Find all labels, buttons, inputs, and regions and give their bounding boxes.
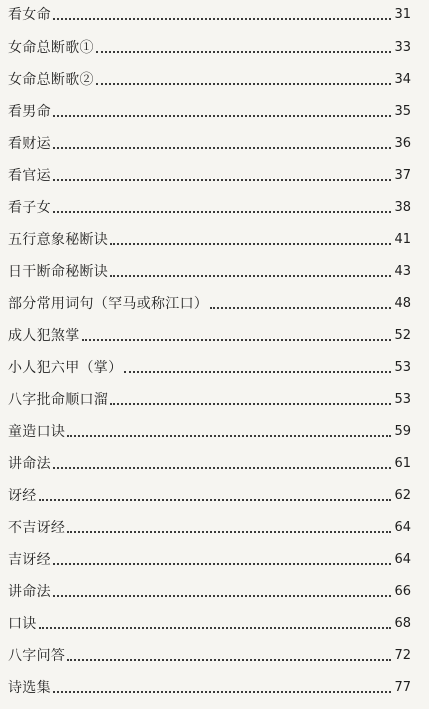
toc-entry[interactable] xyxy=(8,67,411,89)
dot-leader xyxy=(67,435,391,437)
toc-entry[interactable] xyxy=(8,291,411,313)
toc-entry-title: 看官运 xyxy=(8,168,51,184)
toc-entry[interactable] xyxy=(8,227,411,249)
toc-page-number: 68 xyxy=(394,616,411,631)
toc-entry-title: 看财运 xyxy=(8,136,51,152)
toc-entry[interactable] xyxy=(8,163,411,185)
toc-entry-title: 日干断命秘断诀 xyxy=(8,264,109,280)
toc-page-number: 59 xyxy=(394,424,411,439)
toc-entry-title: 女命总断歌① xyxy=(8,40,94,56)
dot-leader xyxy=(53,179,391,181)
dot-leader xyxy=(53,467,391,469)
toc-entry-title: 讲命法 xyxy=(8,456,51,472)
toc-entry-title: 五行意象秘断诀 xyxy=(8,232,109,248)
toc-page-number: 41 xyxy=(394,232,411,247)
toc-entry[interactable] xyxy=(8,387,411,409)
toc-entry[interactable] xyxy=(8,643,411,665)
toc-page-number: 37 xyxy=(394,168,411,183)
dot-leader xyxy=(39,627,391,629)
toc-page-number: 64 xyxy=(394,552,411,567)
dot-leader xyxy=(110,243,391,245)
toc-entry-title: 不吉讶经 xyxy=(8,520,66,536)
toc-page-number: 52 xyxy=(394,328,411,343)
toc-entry-title: 诗选集 xyxy=(8,680,51,696)
toc-page-number: 62 xyxy=(394,488,411,503)
toc-entry-title: 看女命 xyxy=(8,7,51,23)
dot-leader xyxy=(39,499,391,501)
toc-page-number: 35 xyxy=(394,104,411,119)
toc-entry[interactable] xyxy=(8,451,411,473)
dot-leader xyxy=(53,595,391,597)
dot-leader xyxy=(53,691,391,693)
toc-entry-title: 小人犯六甲（掌） xyxy=(8,360,123,376)
toc-entry-title: 讶经 xyxy=(8,488,37,504)
dot-leader xyxy=(124,371,391,373)
toc-page-number: 38 xyxy=(394,200,411,215)
toc-entry[interactable] xyxy=(8,2,411,24)
toc-entry-title: 童造口诀 xyxy=(8,424,66,440)
toc-entry[interactable] xyxy=(8,35,411,57)
dot-leader xyxy=(53,563,391,565)
dot-leader xyxy=(67,659,391,661)
toc-entry[interactable] xyxy=(8,515,411,537)
toc-entry-title: 成人犯煞掌 xyxy=(8,328,80,344)
toc-entry-title: 吉讶经 xyxy=(8,552,51,568)
toc-page-number: 34 xyxy=(394,72,411,87)
dot-leader xyxy=(82,339,392,341)
toc-entry[interactable] xyxy=(8,259,411,281)
toc-page-number: 66 xyxy=(394,584,411,599)
toc-page-number: 64 xyxy=(394,520,411,535)
toc-entry[interactable] xyxy=(8,611,411,633)
toc-entry-title: 八字问答 xyxy=(8,648,66,664)
dot-leader xyxy=(96,51,391,53)
dot-leader xyxy=(67,531,391,533)
toc-page-number: 53 xyxy=(394,392,411,407)
toc-page-number: 31 xyxy=(394,7,411,22)
dot-leader xyxy=(53,115,391,117)
toc-entry[interactable] xyxy=(8,195,411,217)
toc-page-number: 61 xyxy=(394,456,411,471)
dot-leader xyxy=(96,83,391,85)
dot-leader xyxy=(53,18,391,20)
dot-leader xyxy=(110,275,391,277)
toc-entry-title: 部分常用词句（罕马或称江口） xyxy=(8,296,209,312)
toc-entry[interactable] xyxy=(8,547,411,569)
toc-entry[interactable] xyxy=(8,131,411,153)
toc-page-number: 77 xyxy=(394,680,411,695)
toc-entry[interactable] xyxy=(8,579,411,601)
dot-leader xyxy=(53,147,391,149)
toc-entry[interactable] xyxy=(8,675,411,697)
dot-leader xyxy=(110,403,391,405)
toc-entry-title: 女命总断歌② xyxy=(8,72,94,88)
toc-entry-title: 看男命 xyxy=(8,104,51,120)
toc-page-number: 72 xyxy=(394,648,411,663)
toc-entry[interactable] xyxy=(8,419,411,441)
toc-page-number: 36 xyxy=(394,136,411,151)
toc-entry[interactable] xyxy=(8,355,411,377)
toc-entry[interactable] xyxy=(8,483,411,505)
toc-page-number: 48 xyxy=(394,296,411,311)
toc-entry-title: 八字批命顺口溜 xyxy=(8,392,109,408)
dot-leader xyxy=(53,211,391,213)
toc-page-number: 53 xyxy=(394,360,411,375)
toc-page-number: 43 xyxy=(394,264,411,279)
toc-entry-title: 看子女 xyxy=(8,200,51,216)
toc-entry-title: 讲命法 xyxy=(8,584,51,600)
dot-leader xyxy=(210,307,391,309)
toc-page-number: 33 xyxy=(394,40,411,55)
toc-entry[interactable] xyxy=(8,323,411,345)
toc-entry-title: 口诀 xyxy=(8,616,37,632)
toc-entry[interactable] xyxy=(8,99,411,121)
